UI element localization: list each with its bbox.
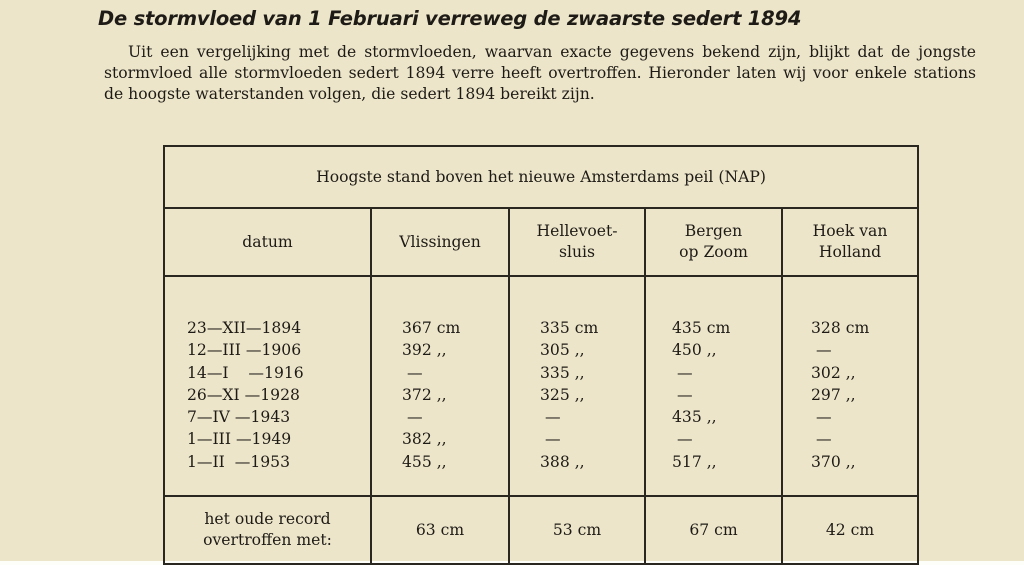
hoek-van-holland-column xyxy=(782,276,918,496)
value-cell: 335 ,, xyxy=(540,363,585,382)
date-cell: 7—IV —1943 xyxy=(187,408,291,427)
record-label xyxy=(164,496,371,564)
value-cell: 367 cm xyxy=(402,318,461,337)
value-cell: 328 cm xyxy=(811,318,870,337)
value-cell: 392 ,, xyxy=(402,341,447,360)
header-hellevoetsluis xyxy=(509,208,645,276)
value-cell: 302 ,, xyxy=(811,363,856,382)
value-cell: 435 cm xyxy=(672,318,731,337)
value-cell: 388 ,, xyxy=(540,452,585,471)
table-data-row xyxy=(164,276,918,496)
record-label-line2: overtroffen met: xyxy=(203,531,332,549)
value-cell: 305 ,, xyxy=(540,341,585,360)
value-cell: — xyxy=(672,363,693,382)
value-cell: 455 ,, xyxy=(402,452,447,471)
value-cell: — xyxy=(540,408,561,427)
header-hellevoetsluis-line2: sluis xyxy=(558,243,596,261)
value-cell: 335 cm xyxy=(540,318,599,337)
date-cell: 12—III —1906 xyxy=(187,341,302,360)
value-cell: 450 ,, xyxy=(672,341,717,360)
value-cell: 382 ,, xyxy=(402,430,447,449)
bergen-op-zoom-column xyxy=(645,276,782,496)
date-cell: 23—XII—1894 xyxy=(187,318,302,337)
value-cell: — xyxy=(540,430,561,449)
value-cell: 297 ,, xyxy=(811,385,856,404)
header-bergen-line1: Bergen xyxy=(684,222,743,240)
value-cell: — xyxy=(672,385,693,404)
table-caption-row xyxy=(164,146,918,208)
record-hellevoetsluis: 53 cm xyxy=(509,496,645,564)
article-heading: De stormvloed van 1 Februari verreweg de zwaarste sedert 1894 xyxy=(98,7,802,30)
value-cell: 435 ,, xyxy=(672,408,717,427)
vlissingen-column xyxy=(371,276,509,496)
record-vlissingen: 63 cm xyxy=(371,496,509,564)
value-cell: — xyxy=(402,408,423,427)
value-cell: — xyxy=(672,430,693,449)
record-row xyxy=(164,496,918,564)
date-cell: 26—XI —1928 xyxy=(187,385,300,404)
hellevoetsluis-column xyxy=(509,276,645,496)
header-hoek-line2: Holland xyxy=(818,243,882,261)
value-cell: 325 ,, xyxy=(540,385,585,404)
datum-column xyxy=(164,276,371,496)
date-cell: 1—III —1949 xyxy=(187,430,292,449)
date-cell: 1—II —1953 xyxy=(187,452,291,471)
water-level-table xyxy=(163,145,919,565)
header-hoek-line1: Hoek van xyxy=(812,222,888,240)
header-bergen-line2: op Zoom xyxy=(679,243,748,261)
header-bergen-op-zoom xyxy=(645,208,782,276)
header-hoek-van-holland xyxy=(782,208,918,276)
value-cell: — xyxy=(402,363,423,382)
date-cell: 14—I —1916 xyxy=(187,363,304,382)
value-cell: 517 ,, xyxy=(672,452,717,471)
value-cell: 372 ,, xyxy=(402,385,447,404)
record-bergen-op-zoom: 67 cm xyxy=(645,496,782,564)
header-hellevoetsluis-line1: Hellevoet- xyxy=(536,222,618,240)
value-cell: 370 ,, xyxy=(811,452,856,471)
value-cell: — xyxy=(811,408,832,427)
intro-paragraph: Uit een vergelijking met de stormvloeden, waarvan exacte gegevens bekend zijn, blijkt dat de jongste stormvloed alle stormvloeden sedert 1894 verre heeft overtroffen. Hieronder laten wij voor enkele stations de hoogste waterstanden volgen, die sedert 1894 bereikt zijn. xyxy=(104,43,976,104)
value-cell: — xyxy=(811,430,832,449)
table-caption: Hoogste stand boven het nieuwe Amsterdams peil (NAP) xyxy=(164,146,918,208)
record-hoek-van-holland: 42 cm xyxy=(782,496,918,564)
header-vlissingen: Vlissingen xyxy=(371,208,509,276)
record-label-line1: het oude record xyxy=(204,510,331,528)
table-header-row xyxy=(164,208,918,276)
header-datum: datum xyxy=(164,208,371,276)
value-cell: — xyxy=(811,341,832,360)
